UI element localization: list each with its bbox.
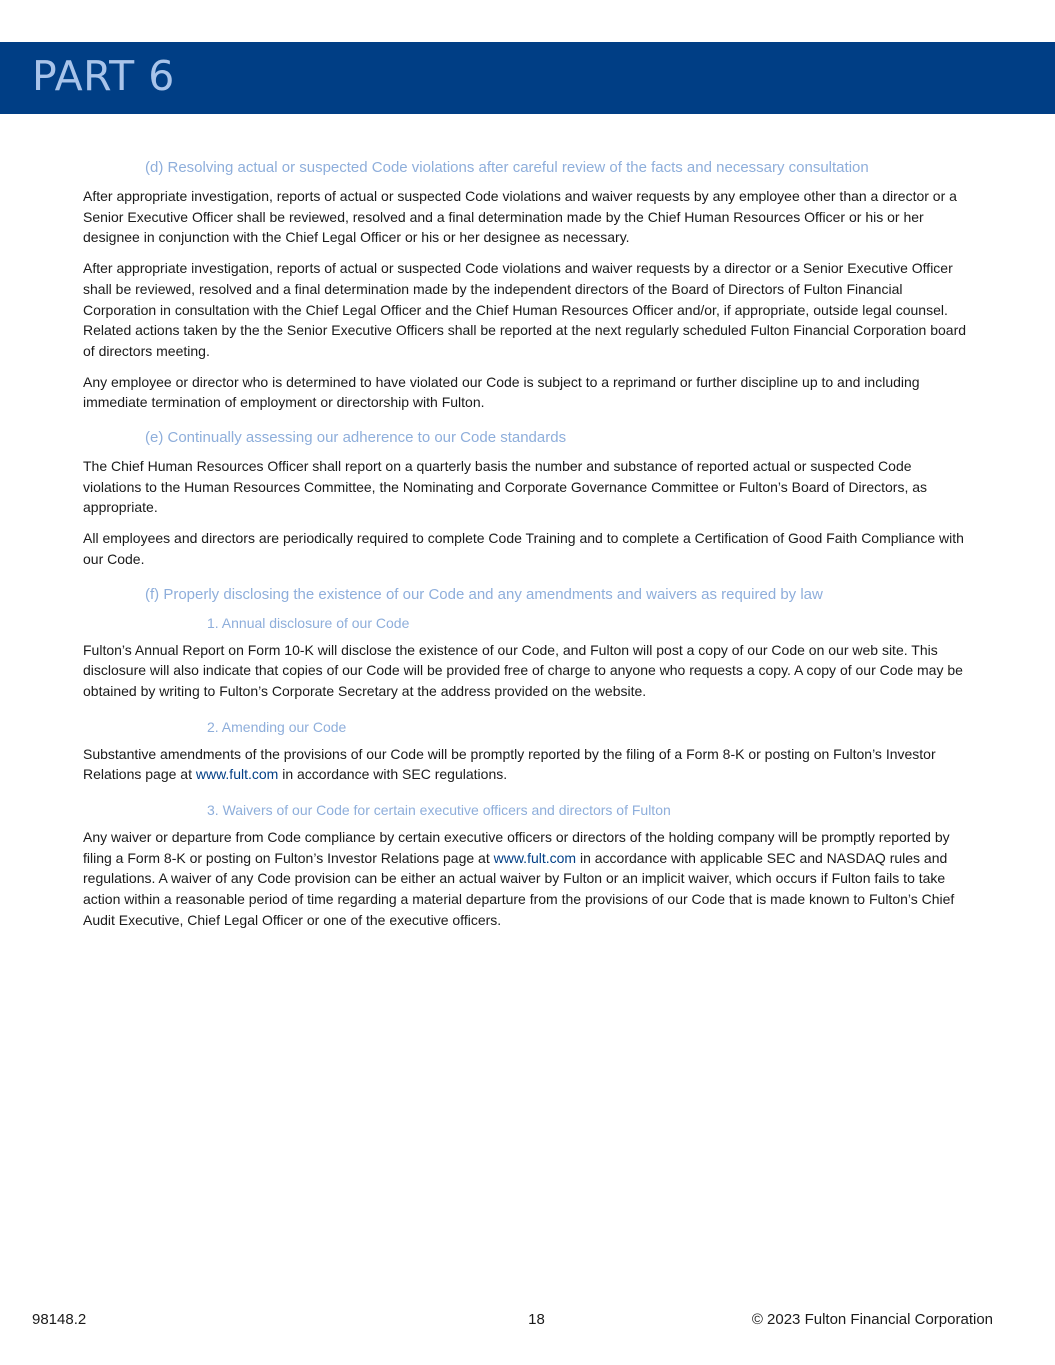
subsection-2-text-before: Substantive amendments of the provisions of our Code will be promptly reported by the filing of a Form 8-K or posting on Fulton’s Investor Relations page at: [83, 745, 936, 783]
fult-website-link[interactable]: www.fult.com: [493, 849, 577, 866]
part-title: PART 6: [32, 52, 175, 100]
section-e-heading: (e) Continually assessing our adherence to our Code standards: [145, 429, 567, 447]
subsection-3-paragraph: [83, 827, 973, 931]
subsection-1-paragraph: Fulton’s Annual Report on Form 10-K will disclose the existence of our Code, and Fulton will post a copy of our Code on our web site. This disclosure will also indicate that copies of our Code will be provided free of charge to anyone who requests a copy. A copy of our Code may be obtained by writing to Fulton’s Corporate Secretary at the address provided on the website.: [83, 641, 963, 699]
section-d-paragraph-2: After appropriate investigation, reports of actual or suspected Code violations and waiver requests by a director or a Senior Executive Officer shall be reviewed, resolved and a final determination made by the independent directors of the Board of Directors of Fulton Financial Corporation in consultation with the Chief Legal Officer and the Chief Human Resources Officer and/or, if appropriate, outside legal counsel. Related actions taken by the the Senior Executive Officers shall be reported at the next regularly scheduled Fulton Financial Corporation board of directors meeting.: [83, 260, 967, 359]
subsection-1-heading: 1. Annual disclosure of our Code: [207, 614, 410, 631]
footer-copyright: © 2023 Fulton Financial Corporation: [751, 1311, 993, 1328]
section-e-paragraph-1: The Chief Human Resources Officer shall report on a quarterly basis the number and substance of reported actual or suspected Code violations to the Human Resources Committee, the Nominating and Corporate Governance Committee or Fulton’s Board of Directors, as appropriate.: [83, 458, 928, 516]
document-body: [83, 158, 973, 941]
subsection-3-text-before: Any waiver or departure from Code compliance by certain executive officers or directors of the holding company will be promptly reported by filing a Form 8-K or posting on Fulton’s Investor Relations page at: [83, 829, 950, 866]
fult-website-link[interactable]: www.fult.com: [195, 766, 279, 783]
subsection-2-text-after: in accordance with SEC regulations.: [278, 766, 508, 783]
section-f-heading: (f) Properly disclosing the existence of our Code and any amendments and waivers as required by law: [145, 585, 823, 603]
section-d-heading: (d) Resolving actual or suspected Code violations after careful review of the facts and necessary consultation: [145, 159, 869, 176]
footer-document-id: 98148.2: [32, 1311, 87, 1328]
subsection-3-text-after: in accordance with applicable SEC and NASDAQ rules and regulations. A waiver of any Code provision can be either an actual waiver by Fulton or an implicit waiver, which occurs if Fulton fails to take action within a reasonable period of time regarding a material departure from the provisions of our Code that is made known to Fulton’s Chief Audit Executive, Chief Legal Officer or one of the executive officers.: [83, 849, 955, 928]
section-e-paragraph-2: All employees and directors are periodically required to complete Code Training and to complete a Certification of Good Faith Compliance with our Code.: [83, 530, 964, 567]
part-banner: [0, 42, 1055, 114]
section-d-paragraph-1: After appropriate investigation, reports of actual or suspected Code violations and waiver requests by any employee other than a director or a Senior Executive Officer shall be reviewed, resolved and a final determination made by the Chief Human Resources Officer or his or her designee in conjunction with the Chief Legal Officer or his or her designee as necessary.: [83, 188, 957, 246]
footer-page-number: 18: [528, 1311, 545, 1328]
subsection-3-heading: 3. Waivers of our Code for certain executive officers and directors of Fulton: [207, 802, 671, 819]
subsection-2-paragraph: [83, 744, 973, 785]
section-d-paragraph-3: Any employee or director who is determined to have violated our Code is subject to a reprimand or further discipline up to and including immediate termination of employment or directorship with Fulton.: [83, 373, 920, 411]
subsection-2-heading: 2. Amending our Code: [207, 718, 347, 735]
